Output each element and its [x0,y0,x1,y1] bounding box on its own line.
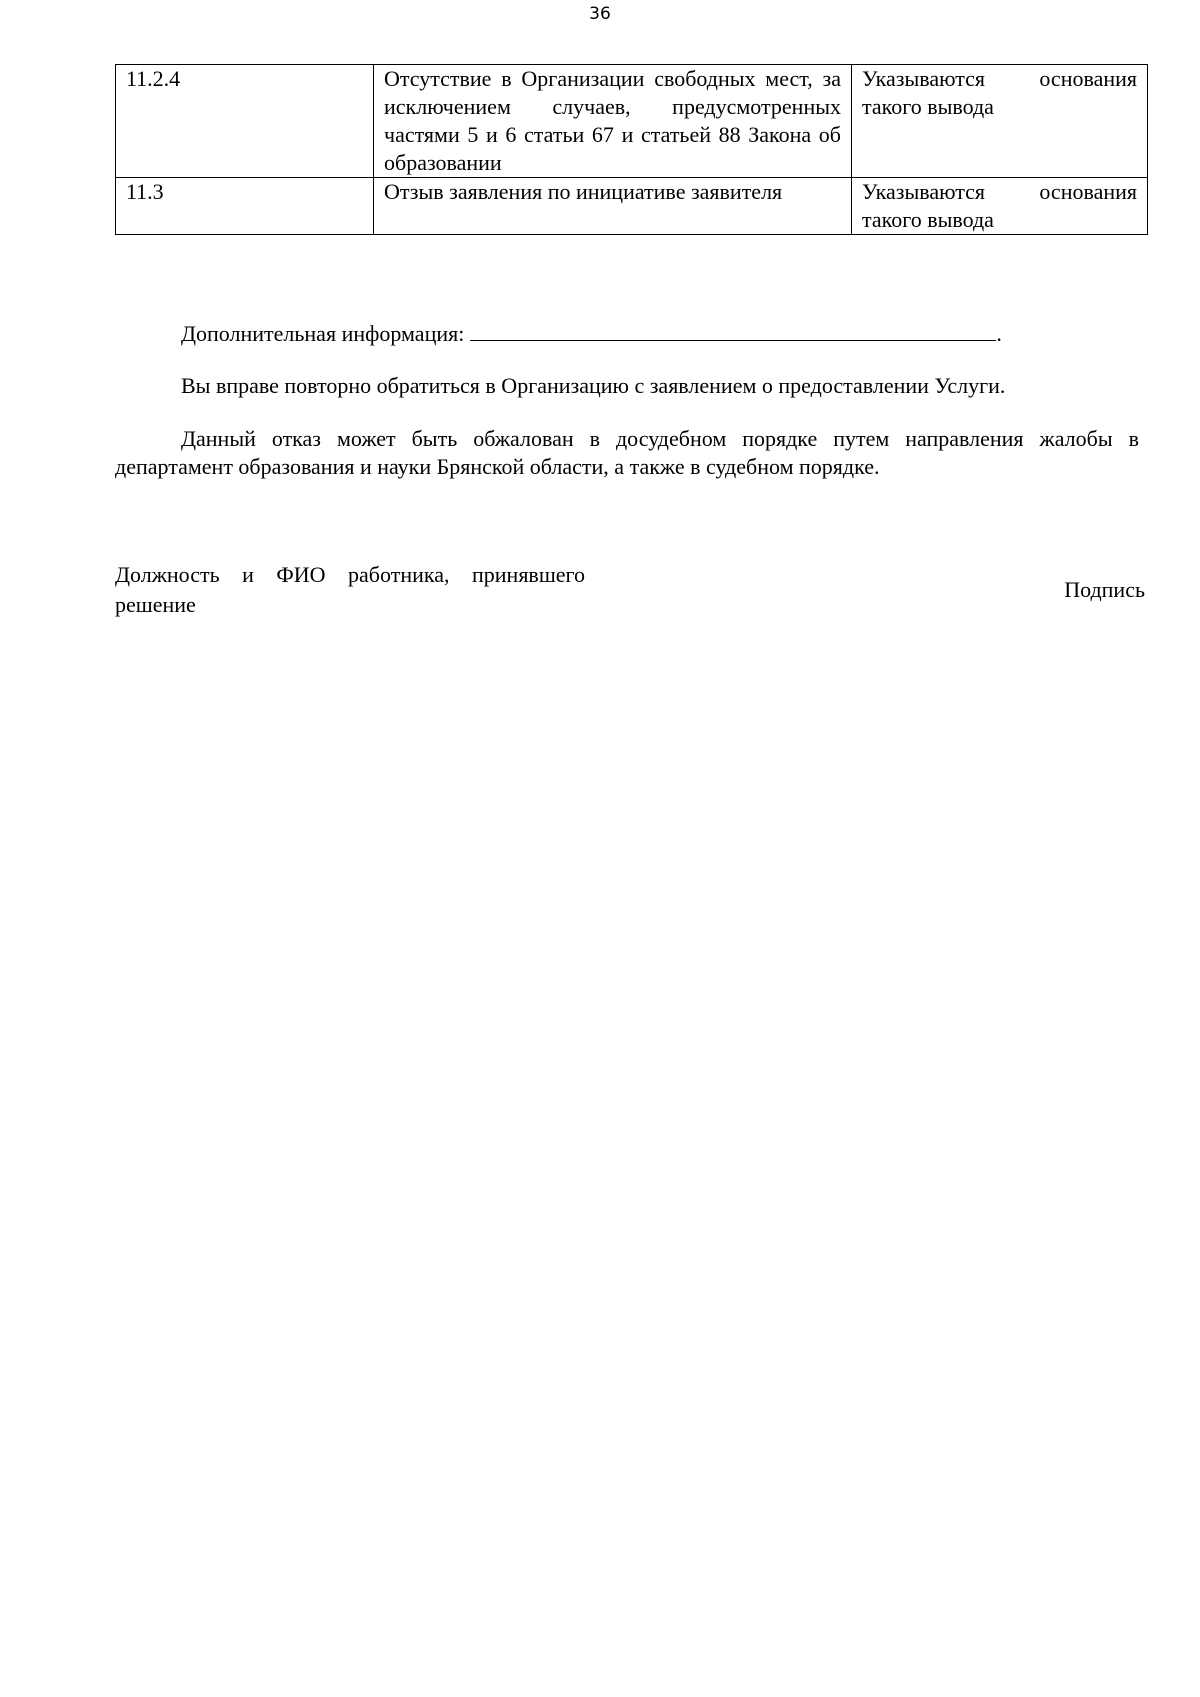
table-row [116,65,1148,178]
reason-text-cell: Отсутствие в Организации свободных мест, за исключением случаев, предусмотренных частями 5 и 6 статьи 67 и статьей 88 Закона об образовании [374,65,852,178]
reason-comment-cell: Указываются основания такого вывода [852,178,1148,235]
refusal-reasons-table [115,64,1148,235]
additional-info-blank-field [470,318,996,341]
reapply-paragraph-block [115,372,1139,400]
reason-comment-cell: Указываются основания такого вывода [852,65,1148,178]
signature-label: Подпись [1064,577,1145,602]
appeal-paragraph: Данный отказ может быть обжалован в досудебном порядке путем направления жалобы в департамент образования и науки Брянской области, а также в судебном порядке. [115,426,1139,479]
reason-code-cell: 11.3 [116,178,374,235]
reason-text-cell: Отзыв заявления по инициативе заявителя [374,178,852,235]
reapply-paragraph: Вы вправе повторно обратиться в Организацию с заявлением о предоставлении Услуги. [181,373,1006,398]
table-row [116,178,1148,235]
position-name-label: Должность и ФИО работника, принявшего решение [115,562,585,617]
appeal-paragraph-block [115,425,1139,481]
additional-info-line [115,318,1139,348]
reason-code-cell: 11.2.4 [116,65,374,178]
page-number: 36 [589,4,611,24]
additional-info-period: . [996,321,1002,346]
additional-info-label: Дополнительная информация: [181,321,465,346]
signature-block [115,560,1145,620]
